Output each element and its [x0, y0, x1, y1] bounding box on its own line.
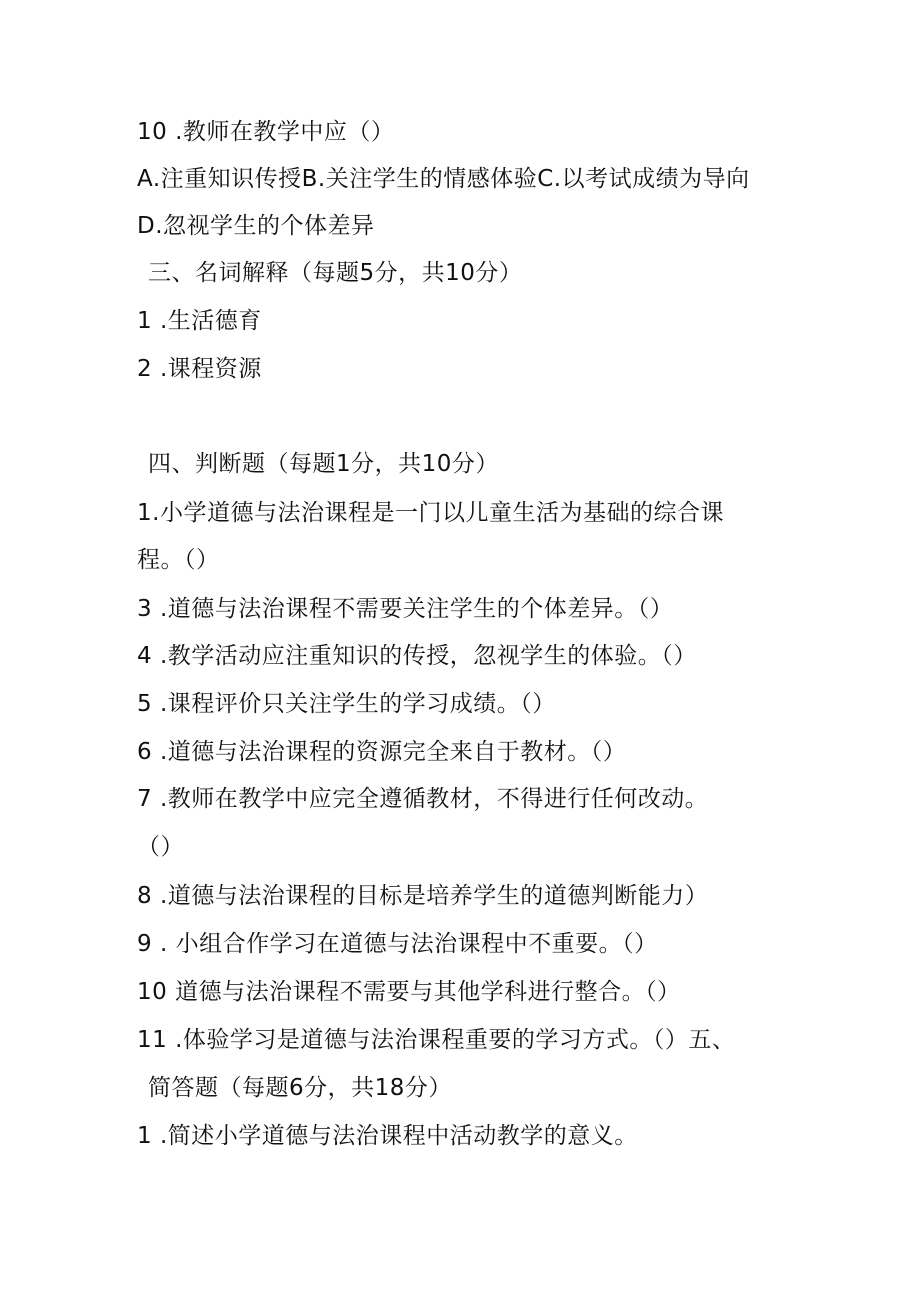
judgment-item-6: 6 .道德与法治课程的资源完全来自于教材。（）	[137, 739, 627, 765]
judgment-item-11: 11 .体验学习是道德与法治课程重要的学习方式。（）五、	[137, 1027, 736, 1053]
question-10-options-abc: A.注重知识传授B.关注学生的情感体验C.以考试成绩为导向	[137, 166, 750, 192]
section-4-heading: 四、判断题（每题1分，共10分）	[148, 451, 499, 477]
section-3-heading: 三、名词解释（每题5分，共10分）	[148, 260, 523, 286]
term-item-1: 1 .生活德育	[137, 308, 262, 334]
judgment-item-4: 4 .教学活动应注重知识的传授，忽视学生的体验。（）	[137, 643, 697, 669]
judgment-item-7: 7 .教师在教学中应完全遵循教材，不得进行任何改动。	[137, 786, 709, 812]
section-5-heading: 简答题（每题6分，共18分）	[148, 1075, 452, 1101]
term-item-2: 2 .课程资源	[137, 356, 262, 382]
judgment-item-5: 5 .课程评价只关注学生的学习成绩。（）	[137, 691, 556, 717]
judgment-item-9: 9 . 小组合作学习在道德与法治课程中不重要。（）	[137, 931, 658, 957]
judgment-item-8: 8 .道德与法治课程的目标是培养学生的道德判断能力）	[137, 883, 709, 909]
judgment-item-7-continued: （）	[137, 834, 184, 860]
question-10-option-d: D.忽视学生的个体差异	[137, 213, 375, 239]
question-10-stem: 10 .教师在教学中应（）	[137, 119, 395, 145]
judgment-item-1-continued: 程。（）	[137, 547, 220, 573]
short-answer-item-1: 1 .简述小学道德与法治课程中活动教学的意义。	[137, 1123, 638, 1149]
judgment-item-1: 1.小学道德与法治课程是一门以儿童生活为基础的综合课	[137, 500, 724, 526]
judgment-item-10: 10 道德与法治课程不需要与其他学科进行整合。（）	[137, 979, 681, 1005]
judgment-item-3: 3 .道德与法治课程不需要关注学生的个体差异。（）	[137, 596, 674, 622]
